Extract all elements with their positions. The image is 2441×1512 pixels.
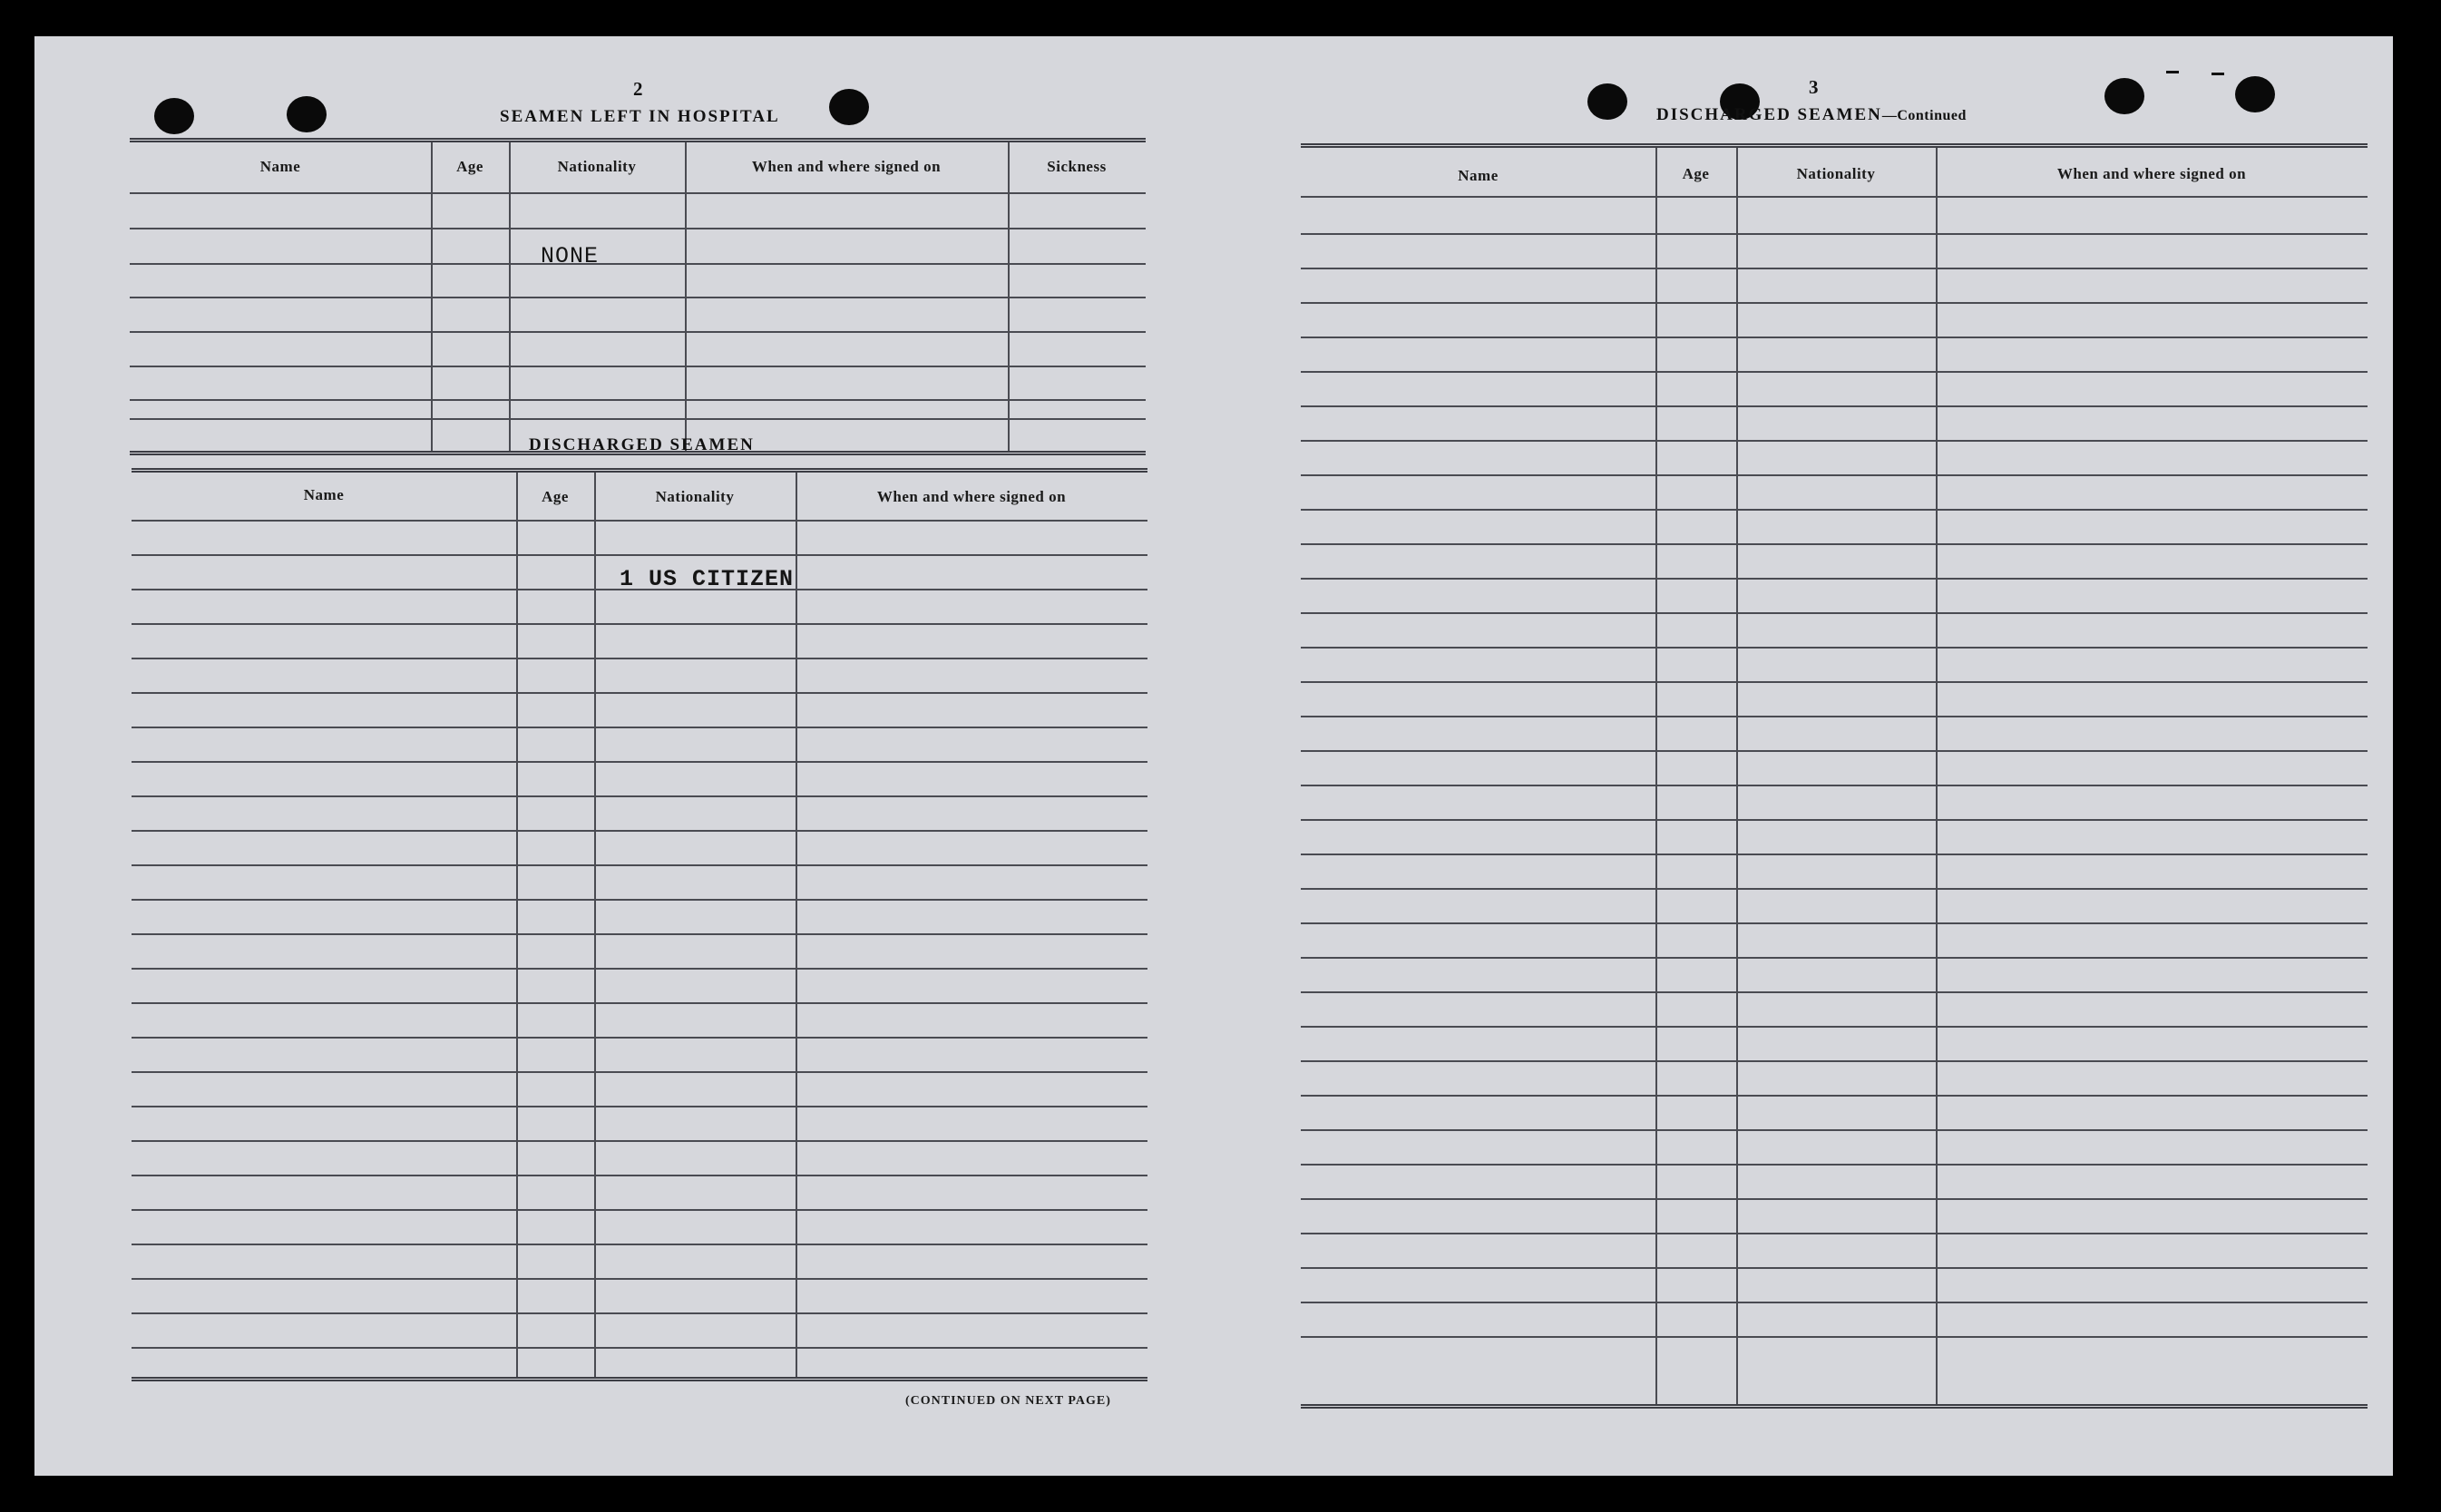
discharged-entry: 1 US CITIZEN <box>620 566 795 592</box>
column-header-nationality: Nationality <box>655 488 735 505</box>
column-header-signed-on: When and where signed on <box>2056 165 2247 182</box>
punch-hole <box>829 89 869 125</box>
column-header-name: Name <box>1458 167 1499 184</box>
discharged-table-left <box>132 468 1147 1425</box>
page-number-left: 2 <box>633 78 643 100</box>
column-header-sickness: Sickness <box>1047 158 1107 175</box>
punch-hole <box>287 96 327 132</box>
punch-hole <box>2235 76 2275 112</box>
column-header-signed-on: When and where signed on <box>751 158 942 175</box>
ink-mark <box>2166 71 2179 73</box>
column-header-signed-on: When and where signed on <box>876 488 1067 505</box>
punch-hole <box>2104 78 2144 114</box>
hospital-section-title: SEAMEN LEFT IN HOSPITAL <box>500 107 780 126</box>
punch-hole <box>1587 83 1627 120</box>
column-header-name: Name <box>259 158 301 175</box>
hospital-entry: NONE <box>541 243 600 269</box>
section-title-suffix: —Continued <box>1881 108 1967 123</box>
column-header-age: Age <box>1682 165 1710 182</box>
discharged-table-right <box>1301 143 2368 1422</box>
continued-footer: (CONTINUED ON NEXT PAGE) <box>905 1394 1111 1408</box>
column-header-age: Age <box>542 488 569 505</box>
ink-mark <box>2212 73 2224 75</box>
section-title-text: DISCHARGED SEAMEN <box>1656 105 1882 124</box>
column-header-nationality: Nationality <box>557 158 637 175</box>
column-header-name: Name <box>303 486 345 503</box>
column-header-nationality: Nationality <box>1796 165 1876 182</box>
discharged-continued-title <box>1656 105 1967 125</box>
punch-hole <box>154 98 194 134</box>
hospital-table <box>130 138 1146 460</box>
page-number-right: 3 <box>1809 76 1819 98</box>
column-header-age: Age <box>456 158 483 175</box>
manifest-sheet <box>34 36 2393 1476</box>
discharged-section-title: DISCHARGED SEAMEN <box>529 435 755 454</box>
